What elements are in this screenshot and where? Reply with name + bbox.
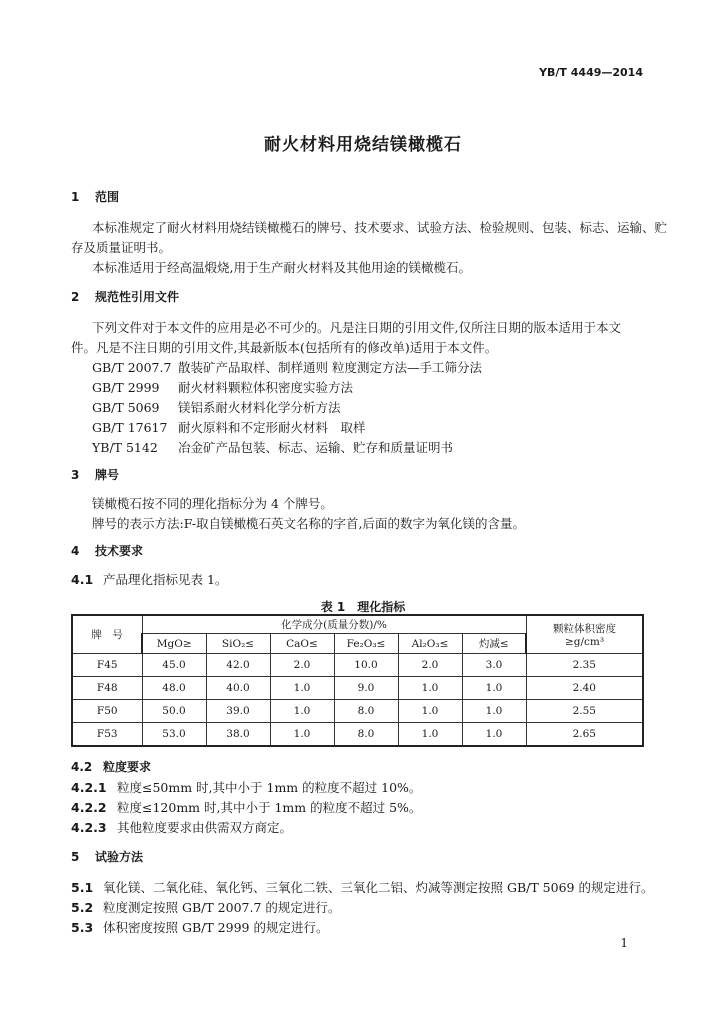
clause-4-1 [71, 570, 227, 588]
reference-title: 耐火原料和不定形耐火材料 取样 [178, 420, 366, 435]
table-row [72, 700, 643, 723]
clause-item [71, 818, 292, 836]
section-number: 4.2 [71, 760, 93, 774]
clause-number: 5.3 [71, 920, 94, 935]
clause-number: 4.2.3 [71, 820, 107, 835]
clause-text: 粒度测定按照 GB/T 2007.7 的规定进行。 [103, 900, 341, 915]
value-cell: 1.0 [462, 723, 526, 747]
reference-item [92, 378, 353, 396]
grade-cell: F53 [72, 723, 142, 747]
value-cell: 1.0 [270, 723, 334, 747]
table-caption: 表 1 理化指标 [320, 600, 406, 614]
value-cell: 48.0 [142, 677, 206, 700]
density-cell: 2.35 [526, 654, 643, 677]
value-cell: 40.0 [206, 677, 270, 700]
value-cell: 53.0 [142, 723, 206, 747]
grade-cell: F48 [72, 677, 142, 700]
section-3-paragraph-2: 牌号的表示方法:F-取自镁橄榄石英文名称的字首,后面的数字为氧化镁的含量。 [92, 516, 526, 531]
section-2-heading [71, 288, 179, 305]
clause-text: 粒度≤50mm 时,其中小于 1mm 的粒度不超过 10%。 [117, 780, 422, 795]
reference-item [92, 418, 366, 436]
value-cell: 1.0 [462, 700, 526, 723]
property-table [71, 614, 644, 747]
section-4-heading [71, 542, 143, 559]
value-cell: 1.0 [270, 700, 334, 723]
section-number: 1 [71, 190, 80, 204]
section-title: 粒度要求 [103, 760, 152, 774]
clause-item [71, 918, 328, 936]
section-3-heading [71, 466, 119, 483]
value-cell: 8.0 [334, 700, 398, 723]
section-3-paragraph-1: 镁橄榄石按不同的理化指标分为 4 个牌号。 [92, 496, 333, 511]
value-cell: 1.0 [398, 723, 462, 747]
section-1-paragraph-1-line-2: 存及质量证明书。 [71, 240, 172, 255]
value-cell: 38.0 [206, 723, 270, 747]
document-title: 耐火材料用烧结镁橄榄石 [264, 135, 462, 155]
section-number: 4 [71, 544, 80, 558]
value-cell: 1.0 [462, 677, 526, 700]
table-row [72, 723, 643, 747]
value-cell: 3.0 [462, 654, 526, 677]
reference-title: 耐火材料颗粒体积密度实验方法 [178, 380, 354, 395]
density-cell: 2.55 [526, 700, 643, 723]
density-header [526, 615, 643, 654]
reference-title: 镁铝系耐火材料化学分析方法 [178, 400, 341, 415]
section-title: 牌号 [95, 468, 120, 482]
grade-cell: F50 [72, 700, 142, 723]
section-5-heading [71, 848, 143, 865]
reference-title: 冶金矿产品包装、标志、运输、贮存和质量证明书 [178, 440, 454, 455]
column-header: Fe₂O₃≤ [334, 634, 398, 654]
reference-code: GB/T 2999 [92, 380, 160, 395]
value-cell: 8.0 [334, 723, 398, 747]
value-cell: 39.0 [206, 700, 270, 723]
table-row [72, 654, 643, 677]
column-header: 灼减≤ [462, 634, 526, 654]
section-title: 范围 [95, 190, 120, 204]
clause-number: 4.2.2 [71, 800, 107, 815]
section-4-2-heading [71, 758, 151, 775]
reference-code: GB/T 5069 [92, 400, 160, 415]
section-number: 5 [71, 850, 80, 864]
table-row [72, 677, 643, 700]
clause-item [71, 778, 421, 796]
section-number: 2 [71, 290, 80, 304]
clause-text: 粒度≤120mm 时,其中小于 1mm 的粒度不超过 5%。 [117, 800, 422, 815]
value-cell: 1.0 [398, 700, 462, 723]
reference-item [92, 438, 453, 456]
section-number: 3 [71, 468, 80, 482]
section-2-paragraph-line-1: 下列文件对于本文件的应用是必不可少的。凡是注日期的引用文件,仅所注日期的版本适用于本文 [92, 320, 621, 335]
clause-item [71, 878, 653, 896]
clause-item [71, 798, 421, 816]
reference-item [92, 398, 341, 416]
clause-text: 氧化镁、二氧化硅、氧化钙、三氧化二铁、三氧化二铝、灼减等测定按照 GB/T 5069 的规定进行。 [103, 880, 654, 895]
section-title: 规范性引用文件 [95, 290, 180, 304]
value-cell: 10.0 [334, 654, 398, 677]
section-title: 试验方法 [95, 850, 144, 864]
clause-text: 产品理化指标见表 1。 [103, 572, 228, 587]
value-cell: 9.0 [334, 677, 398, 700]
grade-header: 牌 号 [72, 615, 142, 654]
reference-code: GB/T 2007.7 [92, 360, 172, 375]
clause-number: 5.2 [71, 900, 94, 915]
clause-number: 4.2.1 [71, 780, 107, 795]
section-1-heading [71, 188, 119, 205]
clause-item [71, 898, 340, 916]
value-cell: 2.0 [398, 654, 462, 677]
grade-cell: F45 [72, 654, 142, 677]
value-cell: 2.0 [270, 654, 334, 677]
density-header-unit: ≥g/cm³ [564, 636, 605, 648]
clause-number: 5.1 [71, 880, 94, 895]
value-cell: 50.0 [142, 700, 206, 723]
value-cell: 1.0 [398, 677, 462, 700]
clause-number: 4.1 [71, 572, 94, 587]
page-number: 1 [620, 936, 628, 950]
value-cell: 1.0 [270, 677, 334, 700]
standard-number: YB/T 4449—2014 [539, 66, 643, 79]
section-1-paragraph-1-line-1: 本标准规定了耐火材料用烧结镁橄榄石的牌号、技术要求、试验方法、检验规则、包装、标志、运输、贮 [92, 220, 668, 235]
column-header: CaO≤ [270, 634, 334, 654]
reference-title: 散装矿产品取样、制样通则 粒度测定方法—手工筛分法 [178, 360, 482, 375]
section-2-paragraph-line-2: 件。凡是不注日期的引用文件,其最新版本(包括所有的修改单)适用于本文件。 [71, 340, 498, 355]
density-header-label: 颗粒体积密度 [553, 623, 617, 635]
clause-text: 其他粒度要求由供需双方商定。 [117, 820, 293, 835]
value-cell: 42.0 [206, 654, 270, 677]
density-cell: 2.40 [526, 677, 643, 700]
reference-item [92, 358, 482, 376]
reference-code: YB/T 5142 [92, 440, 158, 455]
reference-code: GB/T 17617 [92, 420, 168, 435]
density-cell: 2.65 [526, 723, 643, 747]
section-1-paragraph-2: 本标准适用于经高温煅烧,用于生产耐火材料及其他用途的镁橄榄石。 [92, 260, 471, 275]
value-cell: 45.0 [142, 654, 206, 677]
column-header: MgO≥ [142, 634, 206, 654]
clause-text: 体积密度按照 GB/T 2999 的规定进行。 [103, 920, 329, 935]
column-header: Al₂O₃≤ [398, 634, 462, 654]
section-title: 技术要求 [95, 544, 144, 558]
chemical-composition-header: 化学成分(质量分数)/% [142, 615, 526, 634]
column-header: SiO₂≤ [206, 634, 270, 654]
